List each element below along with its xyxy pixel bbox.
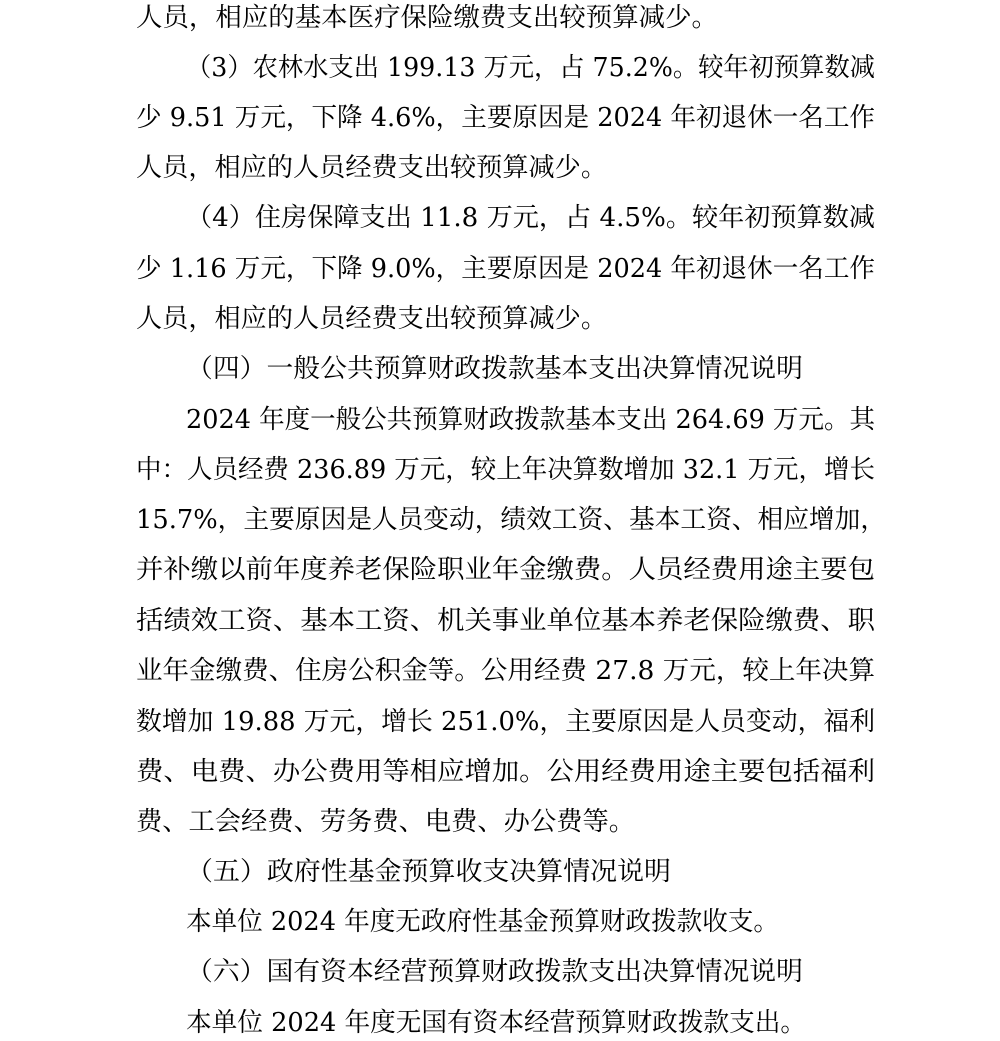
text-line: [0, 98, 1000, 138]
line-text: 少 9.51 万元，下降 4.6%，主要原因是 2024 年初退休一名工作: [136, 103, 875, 133]
line-text: 本单位 2024 年度无政府性基金预算财政拨款收支。: [186, 907, 779, 937]
line-text: 中：人员经费 236.89 万元，较上年决算数增加 32.1 万元，增长: [136, 455, 876, 485]
line-text: （3）农林水支出 199.13 万元，占 75.2%。较年初预算数减: [186, 53, 876, 83]
text-line: [0, 702, 1000, 742]
line-text: （4）住房保障支出 11.8 万元，占 4.5%。较年初预算数减: [186, 203, 875, 233]
section-heading: [0, 952, 1000, 992]
text-line: [0, 400, 1000, 440]
text-line: [0, 550, 1000, 590]
line-text: 业年金缴费、住房公积金等。公用经费 27.8 万元，较上年决算: [136, 656, 875, 686]
line-text: 人员，相应的人员经费支出较预算减少。: [136, 153, 608, 183]
line-text: 人员，相应的基本医疗保险缴费支出较预算减少。: [136, 3, 719, 33]
text-line: [0, 752, 1000, 792]
heading-text: （六）国有资本经营预算财政拨款支出决算情况说明: [186, 957, 803, 987]
line-text: 人员，相应的人员经费支出较预算减少。: [136, 304, 608, 334]
text-line: [0, 198, 1000, 238]
text-line: [0, 500, 1000, 540]
line-text: 括绩效工资、基本工资、机关事业单位基本养老保险缴费、职: [136, 606, 876, 636]
text-line: [0, 0, 1000, 38]
heading-text: （四）一般公共预算财政拨款基本支出决算情况说明: [186, 354, 803, 384]
line-text: 费、工会经费、劳务费、电费、办公费等。: [136, 807, 636, 837]
text-line: [0, 148, 1000, 188]
text-line: [0, 249, 1000, 289]
line-text: 15.7%，主要原因是人员变动，绩效工资、基本工资、相应增加，: [136, 505, 887, 535]
line-text: 少 1.16 万元，下降 9.0%，主要原因是 2024 年初退休一名工作: [136, 254, 875, 284]
text-line: [0, 601, 1000, 641]
line-text: 2024 年度一般公共预算财政拨款基本支出 264.69 万元。其: [186, 405, 876, 435]
text-line: [0, 299, 1000, 339]
line-text: 数增加 19.88 万元，增长 251.0%，主要原因是人员变动，福利: [136, 707, 876, 737]
text-line: [0, 651, 1000, 691]
heading-text: （五）政府性基金预算收支决算情况说明: [186, 857, 672, 887]
text-line: [0, 802, 1000, 842]
text-line: [0, 1003, 1000, 1041]
line-text: 并补缴以前年度养老保险职业年金缴费。人员经费用途主要包: [136, 555, 876, 585]
section-heading: [0, 349, 1000, 389]
section-heading: [0, 852, 1000, 892]
line-text: 本单位 2024 年度无国有资本经营预算财政拨款支出。: [186, 1008, 807, 1038]
line-text: 费、电费、办公费用等相应增加。公用经费用途主要包括福利: [136, 757, 876, 787]
text-line: [0, 902, 1000, 942]
text-line: [0, 450, 1000, 490]
text-line: [0, 48, 1000, 88]
